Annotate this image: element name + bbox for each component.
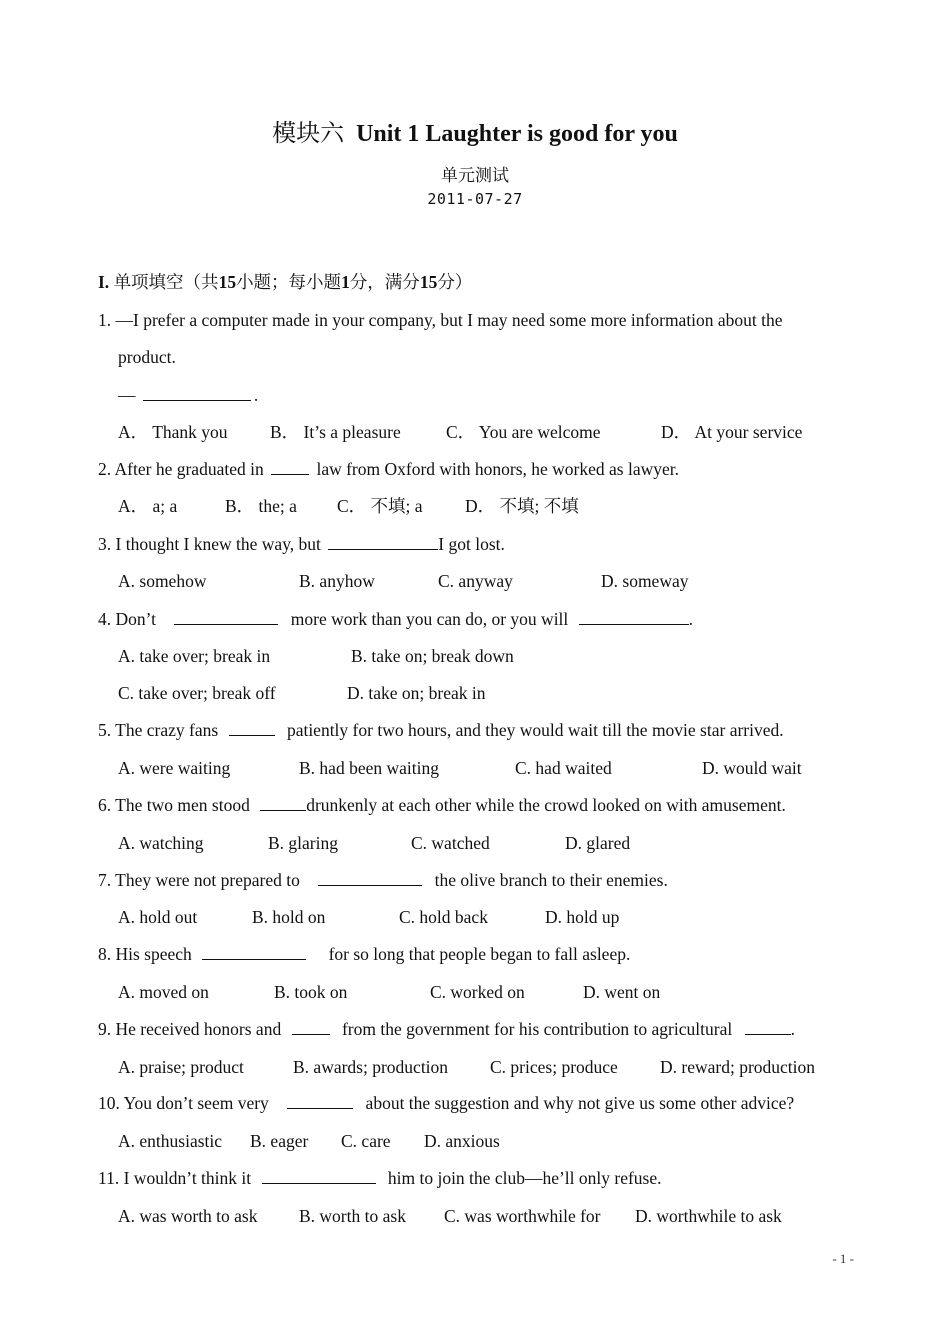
option-b[interactable]: B. eager bbox=[250, 1131, 309, 1151]
question-1-stem-cont: product. bbox=[118, 347, 176, 367]
stem-part: 2. After he graduated in bbox=[98, 459, 264, 479]
section-total: 15 bbox=[419, 272, 438, 292]
option-d[interactable]: D. went on bbox=[583, 982, 661, 1002]
section-text: 单项填空（共 bbox=[113, 272, 219, 292]
stem-part: 8. His speech bbox=[98, 944, 192, 964]
stem-part: 5. The crazy fans bbox=[98, 720, 219, 740]
question-8-stem bbox=[98, 941, 854, 967]
dash: — bbox=[118, 385, 136, 405]
question-2-stem bbox=[98, 456, 854, 482]
option-a[interactable]: A. moved on bbox=[118, 982, 209, 1002]
question-9-stem bbox=[98, 1016, 854, 1042]
option-a[interactable]: A. hold out bbox=[118, 907, 198, 927]
punct: . bbox=[688, 609, 694, 629]
option-a[interactable]: A. were waiting bbox=[118, 758, 231, 778]
answer-blank[interactable] bbox=[143, 383, 251, 401]
option-b[interactable]: B. worth to ask bbox=[299, 1206, 406, 1226]
option-a[interactable]: A. take over; break in bbox=[118, 646, 271, 666]
option-c[interactable]: C. had waited bbox=[515, 758, 612, 778]
page-number: - 1 - bbox=[832, 1251, 854, 1266]
option-a[interactable]: A． a; a bbox=[118, 496, 178, 516]
option-c[interactable]: C. was worthwhile for bbox=[444, 1206, 601, 1226]
title-module: 模块六 bbox=[272, 121, 345, 147]
page-title bbox=[0, 117, 950, 151]
option-d[interactable]: D. glared bbox=[565, 833, 631, 853]
answer-blank[interactable] bbox=[174, 607, 278, 625]
option-b[interactable]: B. take on; break down bbox=[351, 646, 514, 666]
option-c[interactable]: C． You are welcome bbox=[446, 422, 601, 442]
stem-part: 4. Don’t bbox=[98, 609, 157, 629]
option-b[interactable]: B. hold on bbox=[252, 907, 326, 927]
answer-blank[interactable] bbox=[260, 793, 306, 811]
stem-part: the olive branch to their enemies. bbox=[434, 870, 668, 890]
option-b[interactable]: B． the; a bbox=[225, 496, 297, 516]
option-c[interactable]: C． 不填; a bbox=[337, 496, 423, 516]
section-text: 分，满分 bbox=[349, 272, 420, 292]
option-a[interactable]: A. was worth to ask bbox=[118, 1206, 258, 1226]
stem-part: 7. They were not prepared to bbox=[98, 870, 300, 890]
stem-part: patiently for two hours, and they would wait till the movie star arrived. bbox=[286, 720, 784, 740]
option-c[interactable]: C. care bbox=[341, 1131, 391, 1151]
question-1-answer-line bbox=[118, 382, 854, 408]
option-b[interactable]: B. awards; production bbox=[293, 1057, 449, 1077]
question-7-stem bbox=[98, 867, 854, 893]
option-c[interactable]: C. take over; break off bbox=[118, 683, 276, 703]
option-c[interactable]: C. hold back bbox=[399, 907, 488, 927]
option-b[interactable]: B. glaring bbox=[268, 833, 338, 853]
answer-blank[interactable] bbox=[262, 1166, 376, 1184]
section-points-each: 1 bbox=[341, 272, 350, 292]
answer-blank[interactable] bbox=[579, 607, 689, 625]
answer-blank[interactable] bbox=[229, 718, 275, 736]
option-b[interactable]: B. had been waiting bbox=[299, 758, 439, 778]
answer-blank[interactable] bbox=[328, 532, 438, 550]
stem-part: law from Oxford with honors, he worked as lawyer. bbox=[316, 459, 680, 479]
option-d[interactable]: D. someway bbox=[601, 571, 689, 591]
answer-blank[interactable] bbox=[745, 1017, 791, 1035]
stem-part: 10. You don’t seem very bbox=[98, 1093, 269, 1113]
stem-part: about the suggestion and why not give us some other advice? bbox=[365, 1093, 795, 1113]
question-4-stem bbox=[98, 606, 854, 632]
option-d[interactable]: D． 不填; 不填 bbox=[465, 496, 579, 516]
punct: . bbox=[790, 1019, 795, 1039]
option-d[interactable]: D. would wait bbox=[702, 758, 802, 778]
stem-part: 3. I thought I knew the way, but bbox=[98, 534, 321, 554]
stem-part: for so long that people began to fall asleep. bbox=[328, 944, 631, 964]
stem-part: drunkenly at each other while the crowd looked on with amusement. bbox=[306, 795, 786, 815]
question-6-stem bbox=[98, 792, 854, 818]
option-d[interactable]: D. anxious bbox=[424, 1131, 500, 1151]
stem-part: I got lost. bbox=[438, 534, 505, 554]
option-a[interactable]: A. somehow bbox=[118, 571, 207, 591]
option-d[interactable]: D． At your service bbox=[661, 422, 803, 442]
section-heading bbox=[98, 269, 854, 295]
stem-part: 6. The two men stood bbox=[98, 795, 250, 815]
option-a[interactable]: A． Thank you bbox=[118, 422, 228, 442]
question-1-stem: 1. —I prefer a computer made in your company, but I may need some more information about the bbox=[98, 310, 783, 330]
section-text: 小题；每小题 bbox=[236, 272, 342, 292]
answer-blank[interactable] bbox=[202, 942, 306, 960]
option-a[interactable]: A. watching bbox=[118, 833, 204, 853]
answer-blank[interactable] bbox=[292, 1017, 330, 1035]
option-a[interactable]: A. praise; product bbox=[118, 1057, 244, 1077]
option-c[interactable]: C. anyway bbox=[438, 571, 513, 591]
answer-blank[interactable] bbox=[271, 457, 309, 475]
question-3-stem bbox=[98, 531, 854, 557]
stem-part: 11. I wouldn’t think it bbox=[98, 1168, 252, 1188]
answer-blank[interactable] bbox=[318, 868, 422, 886]
option-d[interactable]: D. take on; break in bbox=[347, 683, 486, 703]
option-d[interactable]: D. hold up bbox=[545, 907, 620, 927]
option-b[interactable]: B． It’s a pleasure bbox=[270, 422, 401, 442]
option-d[interactable]: D. worthwhile to ask bbox=[635, 1206, 782, 1226]
option-c[interactable]: C. worked on bbox=[430, 982, 525, 1002]
stem-part: 9. He received honors and bbox=[98, 1019, 282, 1039]
stem-part: from the government for his contribution to agricultural bbox=[341, 1019, 733, 1039]
option-a[interactable]: A. enthusiastic bbox=[118, 1131, 223, 1151]
section-count: 15 bbox=[218, 272, 237, 292]
stem-part: him to join the club—he’ll only refuse. bbox=[387, 1168, 662, 1188]
option-c[interactable]: C. prices; produce bbox=[490, 1057, 618, 1077]
option-d[interactable]: D. reward; production bbox=[660, 1057, 816, 1077]
page-date: 2011-07-27 bbox=[427, 190, 523, 208]
option-b[interactable]: B. took on bbox=[274, 982, 348, 1002]
question-5-stem bbox=[98, 717, 854, 743]
question-11-stem bbox=[98, 1165, 854, 1191]
option-c[interactable]: C. watched bbox=[411, 833, 490, 853]
punct: . bbox=[253, 385, 259, 405]
title-unit: Unit 1 Laughter is good for you bbox=[356, 121, 678, 147]
section-text: 分） bbox=[437, 272, 473, 292]
option-b[interactable]: B. anyhow bbox=[299, 571, 375, 591]
section-roman: I. bbox=[98, 272, 110, 292]
question-10-stem bbox=[98, 1090, 854, 1116]
stem-part: more work than you can do, or you will bbox=[290, 609, 569, 629]
page-subtitle: 单元测试 bbox=[441, 166, 509, 185]
answer-blank[interactable] bbox=[287, 1091, 353, 1109]
